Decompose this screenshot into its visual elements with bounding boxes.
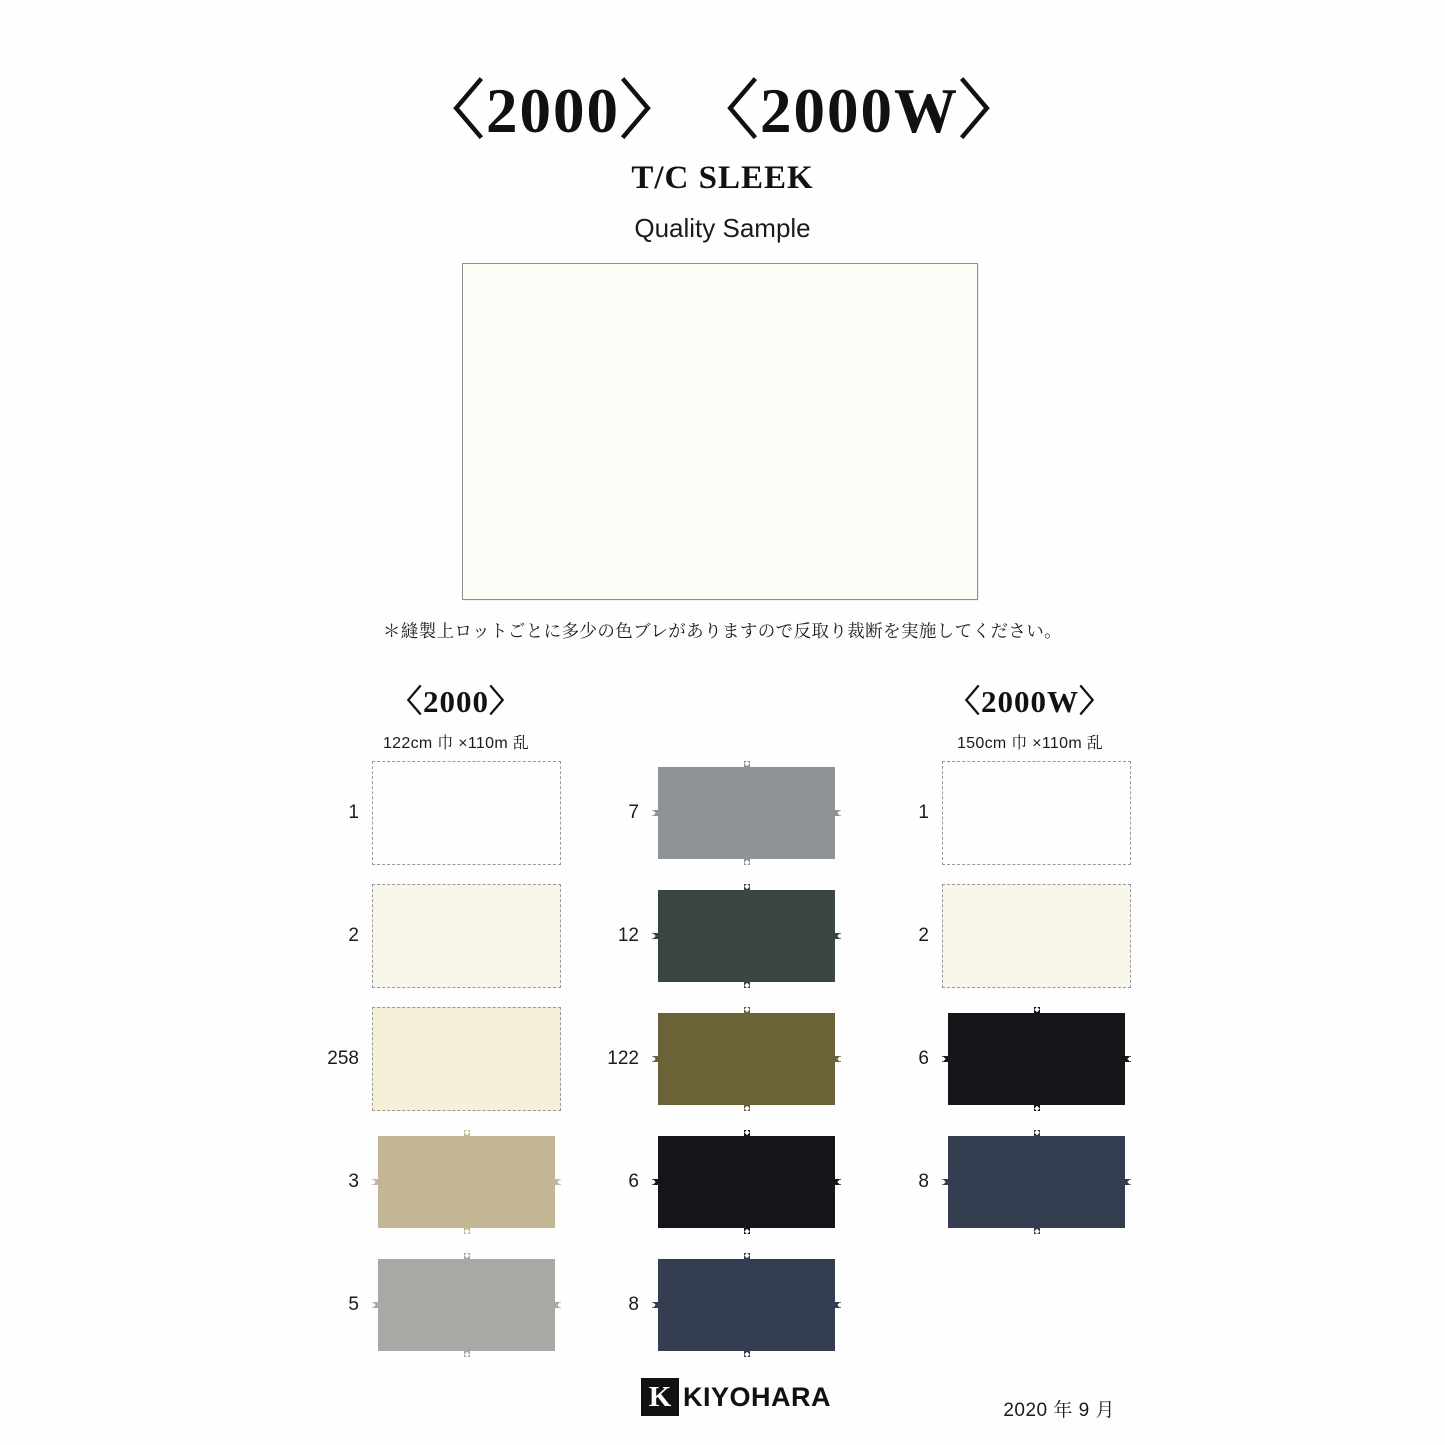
brand-logo (641, 1378, 831, 1416)
kiyohara-logo-icon: K (641, 1378, 679, 1416)
swatch-color-number: 122 (607, 1048, 639, 1069)
swatch-row (326, 1244, 561, 1366)
swatch-row (606, 752, 841, 874)
swatch-color-number: 2 (348, 925, 359, 946)
swatch-row (896, 875, 1131, 997)
swatch-chip (652, 884, 841, 988)
swatch-row (606, 1244, 841, 1366)
swatch-row (606, 998, 841, 1120)
swatch-chip (372, 1007, 561, 1111)
lot-color-note: ＊縫製上ロットごとに多少の色ブレがありますので反取り裁断を実施してください。 (382, 621, 1063, 641)
swatch-color-number: 12 (617, 925, 639, 946)
swatch-chip (942, 884, 1131, 988)
swatch-chip (652, 1007, 841, 1111)
page-subtitle: T/C SLEEK (631, 160, 814, 197)
issue-date: 2020 年 9 月 (1003, 1400, 1115, 1421)
column-code: 〈2000〉 (391, 684, 521, 719)
swatch-color-number: 1 (918, 802, 929, 823)
swatch-color-number: 3 (348, 1171, 359, 1192)
swatch-chip (372, 1253, 561, 1357)
swatch-column-a (326, 752, 561, 1367)
swatch-row (326, 1121, 561, 1243)
swatch-row (326, 998, 561, 1120)
column-spec: 122cm 巾 ×110m 乱 (382, 735, 530, 752)
swatch-chip (652, 761, 841, 865)
swatch-row (606, 875, 841, 997)
swatch-color-number: 1 (348, 802, 359, 823)
main-swatch-container (462, 263, 978, 600)
column-spec: 150cm 巾 ×110m 乱 (956, 735, 1104, 752)
swatch-row (606, 1121, 841, 1243)
swatch-chip (942, 761, 1131, 865)
swatch-column-b (606, 752, 841, 1367)
swatch-color-number: 2 (918, 925, 929, 946)
column-heading-2000w (870, 676, 1190, 753)
page-header (0, 0, 1445, 244)
swatch-color-number: 258 (327, 1048, 359, 1069)
title-code-left: 〈2000〉 (421, 76, 685, 146)
swatch-chip (372, 1130, 561, 1234)
swatch-chip (942, 1007, 1131, 1111)
swatch-row (896, 998, 1131, 1120)
swatch-chip (652, 1130, 841, 1234)
column-heading-2000 (296, 676, 616, 753)
swatch-row (326, 752, 561, 874)
page-title (0, 78, 1445, 144)
title-code-right: 〈2000W〉 (695, 76, 1024, 146)
quality-sample-label: Quality Sample (634, 213, 811, 244)
brand-name: KIYOHARA (683, 1381, 832, 1412)
swatch-color-number: 6 (918, 1048, 929, 1069)
swatch-chip (652, 1253, 841, 1357)
swatch-color-number: 8 (628, 1294, 639, 1315)
swatch-color-number: 7 (628, 802, 639, 823)
swatch-chip (942, 1130, 1131, 1234)
swatch-color-number: 5 (348, 1294, 359, 1315)
swatch-chip (372, 884, 561, 988)
swatch-color-number: 6 (628, 1171, 639, 1192)
swatch-row (326, 875, 561, 997)
swatch-column-c (896, 752, 1131, 1244)
swatch-row (896, 1121, 1131, 1243)
swatch-color-number: 8 (918, 1171, 929, 1192)
column-code: 〈2000W〉 (949, 684, 1111, 719)
main-fabric-sample (462, 263, 978, 600)
swatch-chip (372, 761, 561, 865)
swatch-row (896, 752, 1131, 874)
